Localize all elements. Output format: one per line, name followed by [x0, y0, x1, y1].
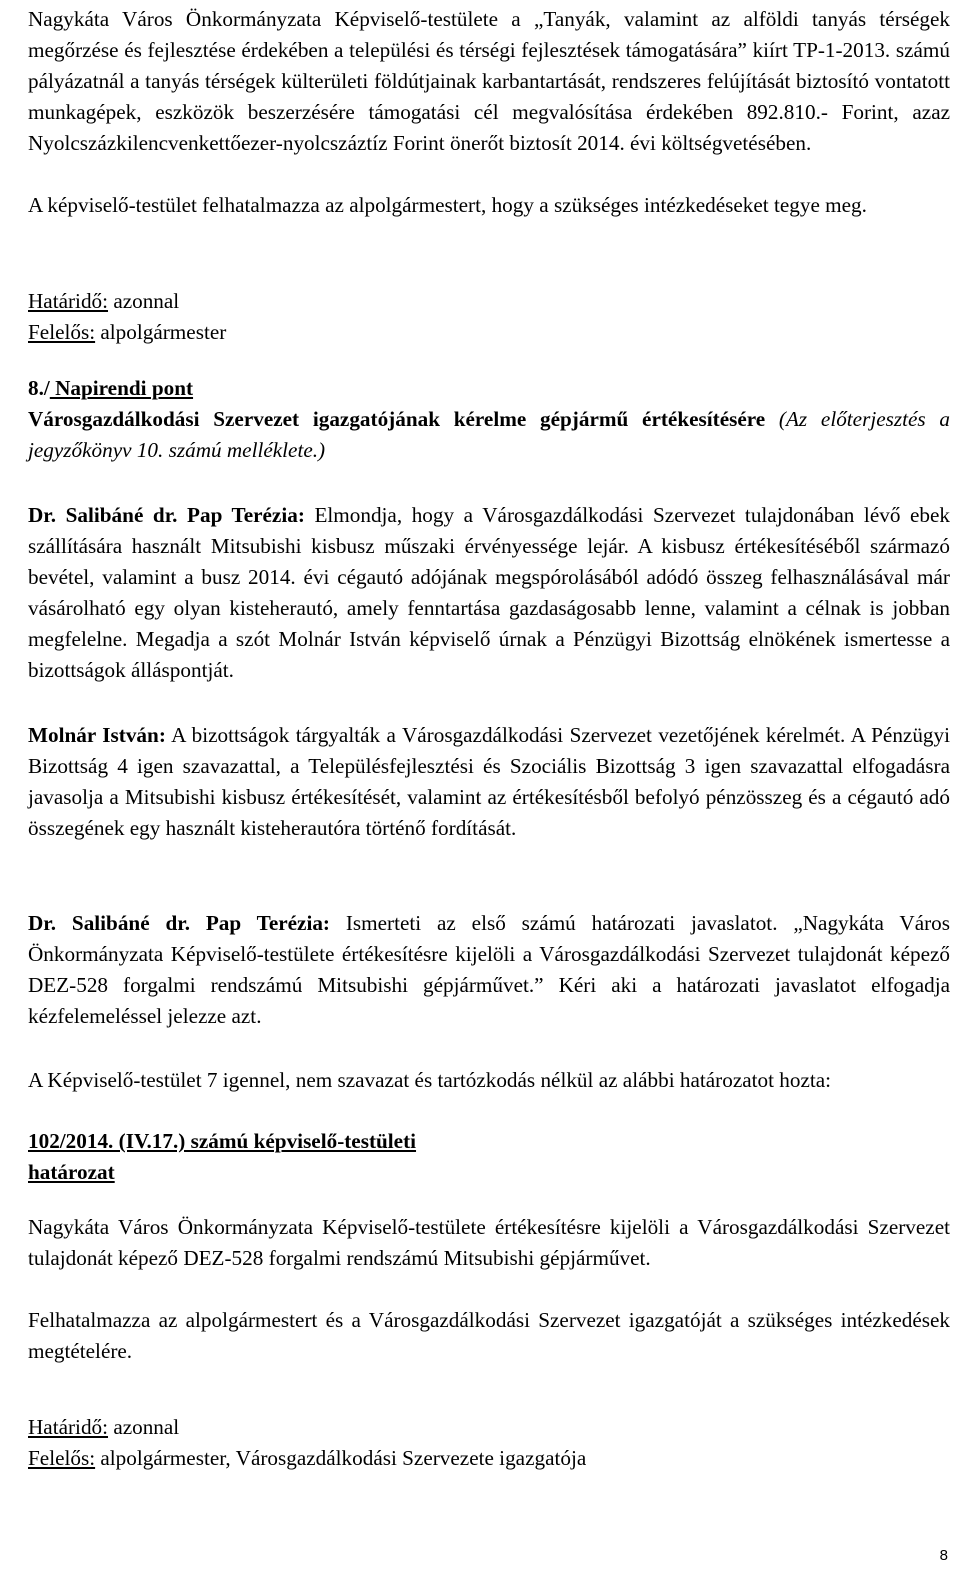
agenda-subject-text: Városgazdálkodási Szervezet igazgatójának kérelme gépjármű értékesítésére [28, 407, 779, 431]
speech-paragraph-2 [28, 720, 950, 844]
speech-text: A bizottságok tárgyalták a Városgazdálkodási Szervezet vezetőjének kérelmét. A Pénzügyi Bizottság 4 igen szavazattal, a Településfejlesztési és Szociális Bizottság 3 igen szavazattal elfogadásra javasolja a Mitsubishi kisbusz értékesítését, valamint az értékesítésből befolyó pénzösszeg és a cégautó adó összegének egy használt kisteherautóra történő fordítását. [28, 723, 950, 840]
intro-paragraph: Nagykáta Város Önkormányzata Képviselő-testülete a „Tanyák, valamint az alföldi tanyás térségek megőrzése és fejlesztése érdekében a települési és térségi fejlesztések támogatására” kiírt TP-1-2013. számú pályázatnál a tanyás térségek külterületi földútjainak karbantartását, rendszeres felújítását biztosító vontatott munkagépek, eszközök beszerzésére támogatási cél megvalósítása érdekében 892.810.- Forint, azaz Nyolcszázkilencvenkettőezer-nyolcszáztíz Forint önerőt biztosít 2014. évi költségvetésében. [28, 7, 950, 155]
vote-paragraph: A Képviselő-testület 7 igennel, nem szavazat és tartózkodás nélkül az alábbi határozatot hozta: [28, 1068, 832, 1092]
resolution-number: 102/2014. (IV.17.) számú képviselő-testületi [28, 1129, 417, 1153]
agenda-heading [28, 373, 950, 404]
agenda-title: Napirendi pont [49, 376, 194, 400]
deadline-line-1 [28, 286, 950, 317]
speech-paragraph-1 [28, 500, 950, 686]
speaker-name: Dr. Salibáné dr. Pap Terézia: [28, 911, 330, 935]
responsible-value: alpolgármester [95, 320, 227, 344]
deadline-label: Határidő: [28, 1415, 109, 1439]
speaker-name: Molnár István: [28, 723, 166, 747]
speech-text: Ismerteti az első számú határozati javaslatot. „Nagykáta Város Önkormányzata Képviselő-testülete értékesítésre kijelöli a Városgazdálkodási Szervezet tulajdonát képező DEZ-528 forgalmi rendszámú Mitsubishi gépjárművet.” Kéri aki a határozati javaslatot elfogadja kézfelemeléssel jelezze azt. [28, 911, 950, 1028]
deadline-value: azonnal [108, 1415, 180, 1439]
deadline-label: Határidő: [28, 289, 109, 313]
deadline-value: azonnal [108, 289, 180, 313]
resolution-paragraph-1: Nagykáta Város Önkormányzata Képviselő-testülete értékesítésre kijelöli a Városgazdálkodási Szervezet tulajdonát képező DEZ-528 forgalmi rendszámú Mitsubishi gépjárművet. [28, 1215, 950, 1270]
authorization-paragraph: A képviselő-testület felhatalmazza az alpolgármestert, hogy a szükséges intézkedéseket tegye meg. [28, 193, 867, 217]
responsible-value: alpolgármester, Városgazdálkodási Szervezete igazgatója [95, 1446, 587, 1470]
agenda-number: 8./ [28, 376, 50, 400]
resolution-paragraph-2: Felhatalmazza az alpolgármestert és a Városgazdálkodási Szervezet igazgatóját a szükséges intézkedések megtételére. [28, 1308, 950, 1363]
deadline-line-2 [28, 1412, 950, 1443]
page-number: 8 [939, 1547, 948, 1564]
speech-paragraph-3 [28, 908, 950, 1032]
responsible-label: Felelős: [28, 1446, 96, 1470]
responsible-line-2 [28, 1443, 950, 1474]
agenda-note: (Az előterjesztés a jegyzőkönyv 10. számú melléklete.) [28, 407, 950, 462]
responsible-label: Felelős: [28, 320, 96, 344]
resolution-title: határozat [28, 1160, 115, 1184]
speaker-name: Dr. Salibáné dr. Pap Terézia: [28, 503, 305, 527]
speech-text: Elmondja, hogy a Városgazdálkodási Szervezet tulajdonában lévő ebek szállítására használt Mitsubishi kisbusz műszaki érvényessége lejár. A kisbusz értékesítéséből származó bevétel, valamint a busz 2014. évi cégautó adójának megspórolásából adódó összeg felhasználásával már vásárolható egy olyan kisteherautó, amely fenntartása gazdaságosabb lenne, valamint a célnak is jobban megfelelne. Megadja a szót Molnár István képviselő úrnak a Pénzügyi Bizottság elnökének ismertesse a bizottságok álláspontját. [28, 503, 950, 682]
agenda-subject [28, 404, 950, 466]
responsible-line-1 [28, 317, 950, 348]
